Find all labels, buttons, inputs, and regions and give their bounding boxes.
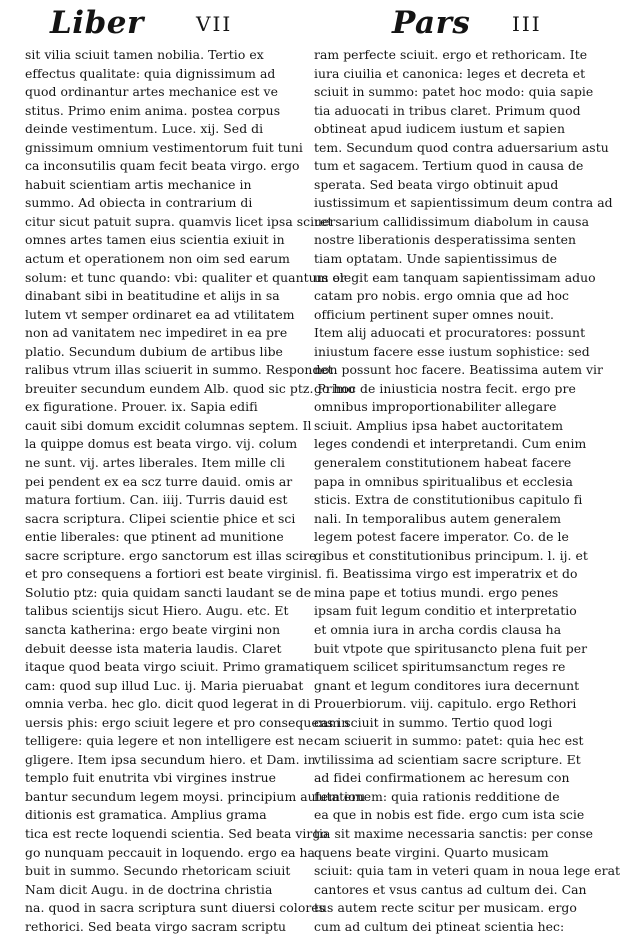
text-line: habuit scientiam artis mechanice in <box>25 176 252 192</box>
text-line: omnibus improportionabiliter allegare <box>314 399 557 415</box>
text-line: ad fidei confirmationem ac heresum con <box>314 770 570 786</box>
left-text-column <box>25 46 366 934</box>
text-line: rethorici. Sed beata virgo sacram scriptu <box>25 918 287 934</box>
text-line: officium pertinent super omnes nouit. <box>314 306 554 322</box>
text-line: uersarium callidissimum diabolum in causa <box>314 213 590 229</box>
text-line: go nunquam peccauit in loquendo. ergo ea ha <box>25 844 315 860</box>
text-line: Nam dicit Augu. in de doctrina christia <box>25 881 273 897</box>
text-line: dinabant sibi in beatitudine et alijs in sa <box>25 288 280 304</box>
text-line: ditionis est gramatica. Amplius grama <box>25 807 267 823</box>
text-line: Item alij aduocati et procuratores: possunt <box>314 325 586 341</box>
text-line: cam sciuerit in summo: patet: quia hec est <box>314 733 584 749</box>
text-line: sacra scriptura. Clipei scientie phice et sci <box>25 510 296 526</box>
text-line: sciuit. Amplius ipsa habet auctoritatem <box>314 417 564 433</box>
text-line: sperata. Sed beata virgo obtinuit apud <box>314 176 559 192</box>
text-line: catam pro nobis. ergo omnia que ad hoc <box>314 288 569 304</box>
text-line: gnant et legum conditores iura decernunt <box>314 677 580 693</box>
text-line: bantur secundum legem moysi. principium autem eru <box>25 788 366 804</box>
text-line: itaque quod beata virgo sciuit. Primo gramati <box>25 659 314 675</box>
text-line: buit vtpote que spiritusancto plena fuit per <box>314 640 588 656</box>
text-line: ea que in nobis est fide. ergo cum ista scie <box>314 807 585 823</box>
text-line: cam: quod sup illud Luc. ij. Maria pieruabat <box>25 677 304 693</box>
text-line: platio. Secundum dubium de artibus libe <box>25 343 283 359</box>
text-line: talibus scientijs sicut Hiero. Augu. etc. Et <box>25 603 289 619</box>
running-head-liber: Liber <box>50 5 144 41</box>
text-line: quens beate virgini. Quarto musicam <box>314 844 549 860</box>
text-line: ca inconsutilis quam fecit beata virgo. ergo <box>25 158 300 174</box>
text-line: gnissimum omnium vestimentorum fuit tuni <box>25 139 303 155</box>
text-line: gibus et constitutionibus principum. l. ij. et <box>314 547 588 563</box>
text-line: quem scilicet spiritumsanctum reges re <box>314 659 566 675</box>
text-line: debuit deesse ista materia laudis. Claret <box>25 640 282 656</box>
text-line: lutem vt semper ordinaret ea ad vtilitatem <box>25 306 295 322</box>
text-line: sticis. Extra de constitutionibus capitulo fi <box>314 492 583 508</box>
text-line: omnes artes tamen eius scientia exiuit in <box>25 232 285 248</box>
text-line: entie liberales: que ptinent ad munitione <box>25 529 284 545</box>
text-line: deinde vestimentum. Luce. xij. Sed di <box>25 121 264 137</box>
text-line: tiam optatam. Unde sapientissimus de <box>314 251 558 267</box>
text-line: tia aduocati in tribus claret. Primum quod <box>314 102 581 118</box>
text-line: obtineat apud iudicem iustum et sapien <box>314 121 565 137</box>
text-line: ipsam fuit legum conditio et interpretatio <box>314 603 577 619</box>
running-head-pars: Pars <box>392 5 471 41</box>
text-line: templo fuit enutrita vbi virgines instrue <box>25 770 277 786</box>
text-line: ne sunt. vij. artes liberales. Item mille cli <box>25 455 285 471</box>
text-line: et pro consequens a fortiori est beate virginis <box>25 566 315 582</box>
text-line: sciuit: quia tam in veteri quam in noua lege erat <box>314 863 620 879</box>
text-line: citur sicut patuit supra. quamvis licet ipsa sciret <box>25 213 333 229</box>
text-line: cantores et vsus cantus ad cultum dei. Can <box>314 881 587 897</box>
text-line: uersis phis: ergo sciuit legere et pro consequens in <box>25 714 350 730</box>
text-line: iniustum facere esse iustum sophistice: sed <box>314 343 590 359</box>
text-line: generalem constitutionem habeat facere <box>314 455 572 471</box>
text-line: matura fortium. Can. iiij. Turris dauid est <box>25 492 288 508</box>
text-line: ram perfecte sciuit. ergo et rethoricam. Ite <box>314 47 588 62</box>
text-line: go hoc de iniusticia nostra fecit. ergo pre <box>314 380 576 396</box>
text-line: et omnia iura in archa cordis clausa ha <box>314 621 562 637</box>
text-line: summo. Ad obiecta in contrarium di <box>25 195 253 211</box>
text-line: cauit sibi domum excidit columnas septem. Il <box>25 417 312 433</box>
text-line: na. quod in sacra scriptura sunt diuersi colores <box>25 900 326 916</box>
text-line: iura ciuilia et canonica: leges et decreta et <box>314 65 586 81</box>
text-line: sancta katherina: ergo beate virgini non <box>25 621 281 637</box>
text-line: leges condendi et interpretandi. Cum enim <box>314 436 587 452</box>
text-line: la quippe domus est beata virgo. vij. colum <box>25 436 298 452</box>
text-line: iustissimum et sapientissimum deum contra ad <box>314 195 613 211</box>
text-line: nali. In temporalibus autem generalem <box>314 510 562 526</box>
text-line: legem potest facere imperator. Co. de le <box>314 529 569 545</box>
text-line: mina pape et totius mundi. ergo penes <box>314 584 559 600</box>
text-line: us elegit eam tanquam sapientissimam aduo <box>314 269 596 285</box>
text-line: tica est recte loquendi scientia. Sed beata virgo <box>25 825 328 841</box>
text-line: futationem: quia rationis redditione de <box>314 788 560 804</box>
text-line: omnia verba. hec glo. dicit quod legerat in di <box>25 696 310 712</box>
text-line: stitus. Primo enim anima. postea corpus <box>25 102 281 118</box>
text-line: tum et sagacem. Tertium quod in causa de <box>314 158 584 174</box>
text-line: papa in omnibus spiritualibus et ecclesia <box>314 473 573 489</box>
text-line: ralibus vtrum illas sciuerit in summo. Respondet <box>25 362 333 378</box>
right-text-column <box>314 46 620 934</box>
text-line: sacre scripture. ergo sanctorum est illas scire <box>25 547 317 563</box>
text-line: buit in summo. Secundo rhetoricam sciuit <box>25 863 291 879</box>
text-line: cam sciuit in summo. Tertio quod logi <box>314 714 553 730</box>
text-line: non ad vanitatem nec impediret in ea pre <box>25 325 288 341</box>
running-head-part-number: III <box>512 12 542 36</box>
text-line: effectus qualitate: quia dignissimum ad <box>25 65 276 81</box>
text-line: tem. Secundum quod contra aduersarium astu <box>314 139 609 155</box>
text-line: vtilissima ad scientiam sacre scripture. Et <box>314 751 581 767</box>
text-line: tus autem recte scitur per musicam. ergo <box>314 900 577 916</box>
text-line: pei pendent ex ea scz turre dauid. omis ar <box>25 473 293 489</box>
text-line: breuiter secundum eundem Alb. quod sic ptz. Primo <box>25 380 356 396</box>
text-line: actum et operationem non oim sed earum <box>25 251 290 267</box>
text-line: telligere: quia legere et non intelligere est ne <box>25 733 314 749</box>
text-line: nostre liberationis desperatissima senten <box>314 232 577 248</box>
text-line: l. fi. Beatissima virgo est imperatrix et do <box>314 566 578 582</box>
text-line: ex figuratione. Prouer. ix. Sapia edifi <box>25 399 258 415</box>
text-line: non possunt hoc facere. Beatissima autem vir <box>314 362 604 378</box>
text-line: Solutio ptz: quia quidam sancti laudant se de <box>25 584 312 600</box>
running-head-book-number: VII <box>196 12 233 36</box>
text-line: sciuit in summo: patet hoc modo: quia sapie <box>314 84 594 100</box>
text-line: quod ordinantur artes mechanice est ve <box>25 84 278 100</box>
text-line: cum ad cultum dei ptineat scientia hec: <box>314 918 565 934</box>
text-line: solum: et tunc quando: vbi: qualiter et quantum or <box>25 269 346 285</box>
text-line: Prouerbiorum. viij. capitulo. ergo Rethori <box>314 696 577 712</box>
text-line: tia sit maxime necessaria sanctis: per conse <box>314 825 593 841</box>
text-line: sit vilia sciuit tamen nobilia. Tertio ex <box>25 47 264 62</box>
text-line: gligere. Item ipsa secundum hiero. et Dam. in <box>25 751 316 767</box>
